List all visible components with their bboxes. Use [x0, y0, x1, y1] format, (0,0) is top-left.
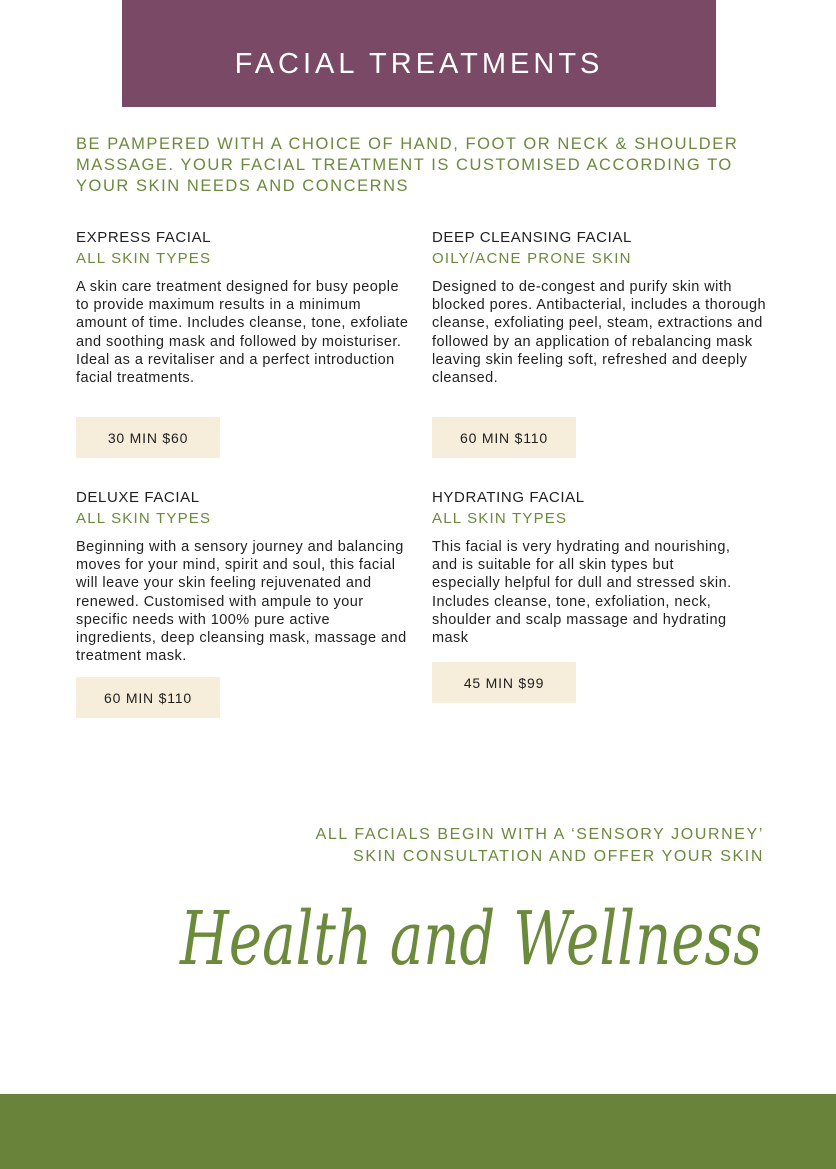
treatment-title: HYDRATING FACIAL: [432, 489, 585, 506]
footer-line-1: ALL FACIALS BEGIN WITH A ‘SENSORY JOURNEY’: [315, 826, 764, 843]
treatment-skin-type: OILY/ACNE PRONE SKIN: [432, 250, 632, 267]
treatment-title: DEEP CLEANSING FACIAL: [432, 229, 632, 246]
treatment-skin-type: ALL SKIN TYPES: [76, 510, 212, 527]
treatment-skin-type: ALL SKIN TYPES: [76, 250, 212, 267]
treatment-description: Beginning with a sensory journey and balancing moves for your mind, spirit and soul, this facial will leave your skin feeling rejuvenated and renewed. Customised with ampule to your specific needs with 100% pure active ingredients, deep cleansing mask, massage and treatment mask.: [76, 539, 407, 665]
treatment-skin-type: ALL SKIN TYPES: [432, 510, 568, 527]
footer-line-2: SKIN CONSULTATION AND OFFER YOUR SKIN: [353, 848, 764, 865]
treatment-title: DELUXE FACIAL: [76, 489, 200, 506]
treatment-deep-cleansing-facial: [432, 228, 768, 387]
treatment-express-facial: [76, 228, 416, 387]
script-heading-text: Health and Wellness: [178, 896, 763, 982]
price-badge: 60 MIN $110: [76, 677, 220, 718]
price-badge: 60 MIN $110: [432, 417, 576, 458]
price-badge: 30 MIN $60: [76, 417, 220, 458]
treatment-title: EXPRESS FACIAL: [76, 229, 212, 246]
treatment-description: Designed to de-congest and purify skin with blocked pores. Antibacterial, includes a thorough cleanse, exfoliating peel, steam, extractions and followed by an application of rebalancing mask leaving skin feeling soft, refreshed and deeply cleansed.: [432, 279, 766, 387]
footer-bar: [0, 1094, 836, 1169]
footer-tagline: [316, 824, 764, 868]
treatment-description: This facial is very hydrating and nourishing, and is suitable for all skin types but especially helpful for dull and stressed skin. Includes cleanse, tone, exfoliation, neck, shoulder and scalp massage and hydrating mask: [432, 539, 732, 647]
page-header: [122, 0, 716, 107]
treatment-description: A skin care treatment designed for busy people to provide maximum results in a minimum amount of time. Includes cleanse, tone, exfoliate and soothing mask and followed by moisturiser. Ideal as a revitaliser and a perfect introduction facial treatments.: [76, 279, 409, 387]
treatment-hydrating-facial: [432, 488, 742, 647]
price-badge: 45 MIN $99: [432, 662, 576, 703]
script-heading: [170, 872, 770, 1002]
intro-text: BE PAMPERED WITH A CHOICE OF HAND, FOOT OR NECK & SHOULDER MASSAGE. YOUR FACIAL TREATMENT IS CUSTOMISED ACCORDING TO YOUR SKIN NEEDS AND CONCERNS: [76, 135, 739, 195]
treatment-deluxe-facial: [76, 488, 412, 665]
page-title: FACIAL TREATMENTS: [234, 48, 604, 80]
